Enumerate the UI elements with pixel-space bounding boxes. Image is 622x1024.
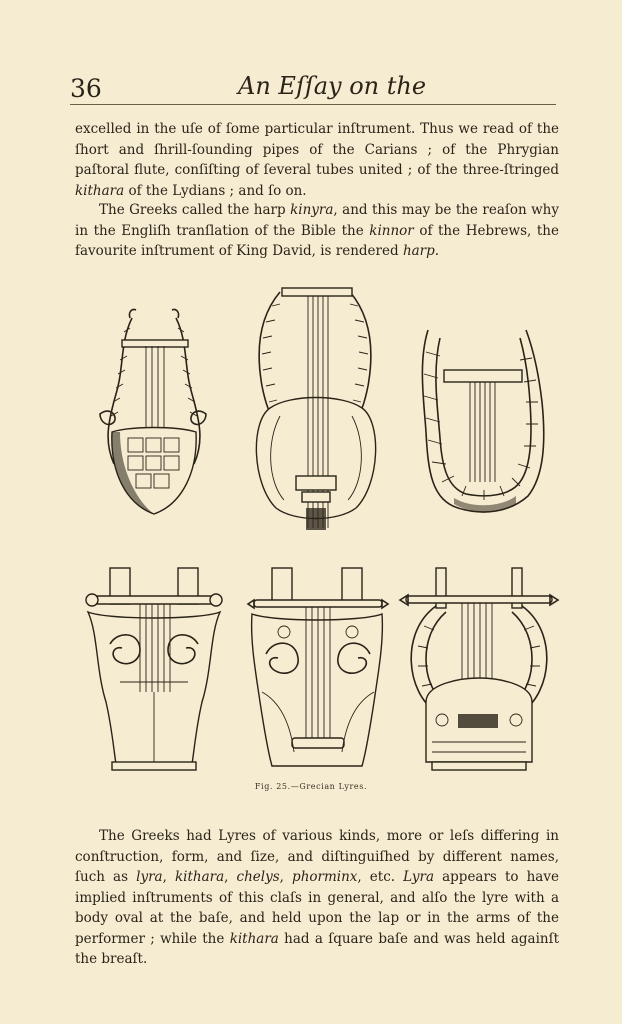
text-run: , — [162, 869, 175, 885]
text-run: , and this may be the reaſon why in the Engliſh tranſlation of the Bible the — [75, 202, 560, 239]
paragraph-3 — [75, 826, 559, 970]
page-number: 36 — [70, 74, 102, 103]
lyre-illustration-6 — [400, 568, 558, 770]
text-run: The Greeks had Lyres of various kinds, more or leſs differing in conſtruction, form, and ſize, and diſtinguiſhed by different names, ſuch as — [75, 828, 559, 885]
lyre-illustration-4 — [86, 568, 222, 770]
running-title: An Eſſay on the — [238, 72, 427, 100]
term-kinnor: kinnor — [369, 222, 414, 239]
text-run: . — [434, 243, 440, 259]
lyre-illustration-2 — [256, 288, 375, 530]
term-lyra: lyra — [136, 869, 163, 885]
term-kithara: kithara — [229, 930, 279, 947]
text-run: , — [224, 869, 237, 885]
text-run: of the Lydians ; and ſo on. — [124, 182, 307, 199]
text-run: of the Hebrews, the favourite inſtrument of King David, is rendered — [75, 222, 559, 259]
term-lyra: Lyra — [403, 869, 435, 885]
figure-grecian-lyres — [80, 282, 564, 774]
text-run: , — [279, 869, 293, 885]
term-harp: harp — [402, 243, 435, 259]
text-run: , etc. — [357, 869, 404, 885]
lyre-illustration-3 — [422, 330, 543, 512]
lyre-illustration-5 — [248, 568, 388, 766]
page-header — [70, 70, 556, 104]
term-phorminx: phorminx — [292, 869, 358, 885]
paragraph-1 — [75, 119, 559, 201]
text-run: excelled in the uſe of ſome particular inſtrument. Thus we read of the ſhort and ſhrill-ſounding pipes of the Carians ; of the Phrygian paſtoral flute, conſiſting of ſeveral tubes united ; of the three-ſtringed — [75, 121, 559, 178]
text-run: had a ſquare baſe and was held againſt the breaſt. — [75, 930, 560, 967]
lyre-illustration-1 — [100, 309, 206, 514]
term-kithara: kithara — [75, 182, 125, 199]
header-rule — [70, 104, 556, 105]
term-kithara: kithara — [174, 869, 225, 885]
text-run: The Greeks called the harp — [99, 202, 291, 218]
figure-caption: Fig. 25.—Grecian Lyres. — [254, 782, 368, 791]
paragraph-2 — [75, 200, 559, 262]
term-chelys: chelys — [236, 869, 280, 885]
text-run: appears to have implied inſtruments of this claſs in general, and alſo the lyre with a body oval at the baſe, and held upon the lap or in the arms of the performer ; while the — [75, 869, 559, 947]
term-kinyra: kinyra — [290, 202, 334, 218]
